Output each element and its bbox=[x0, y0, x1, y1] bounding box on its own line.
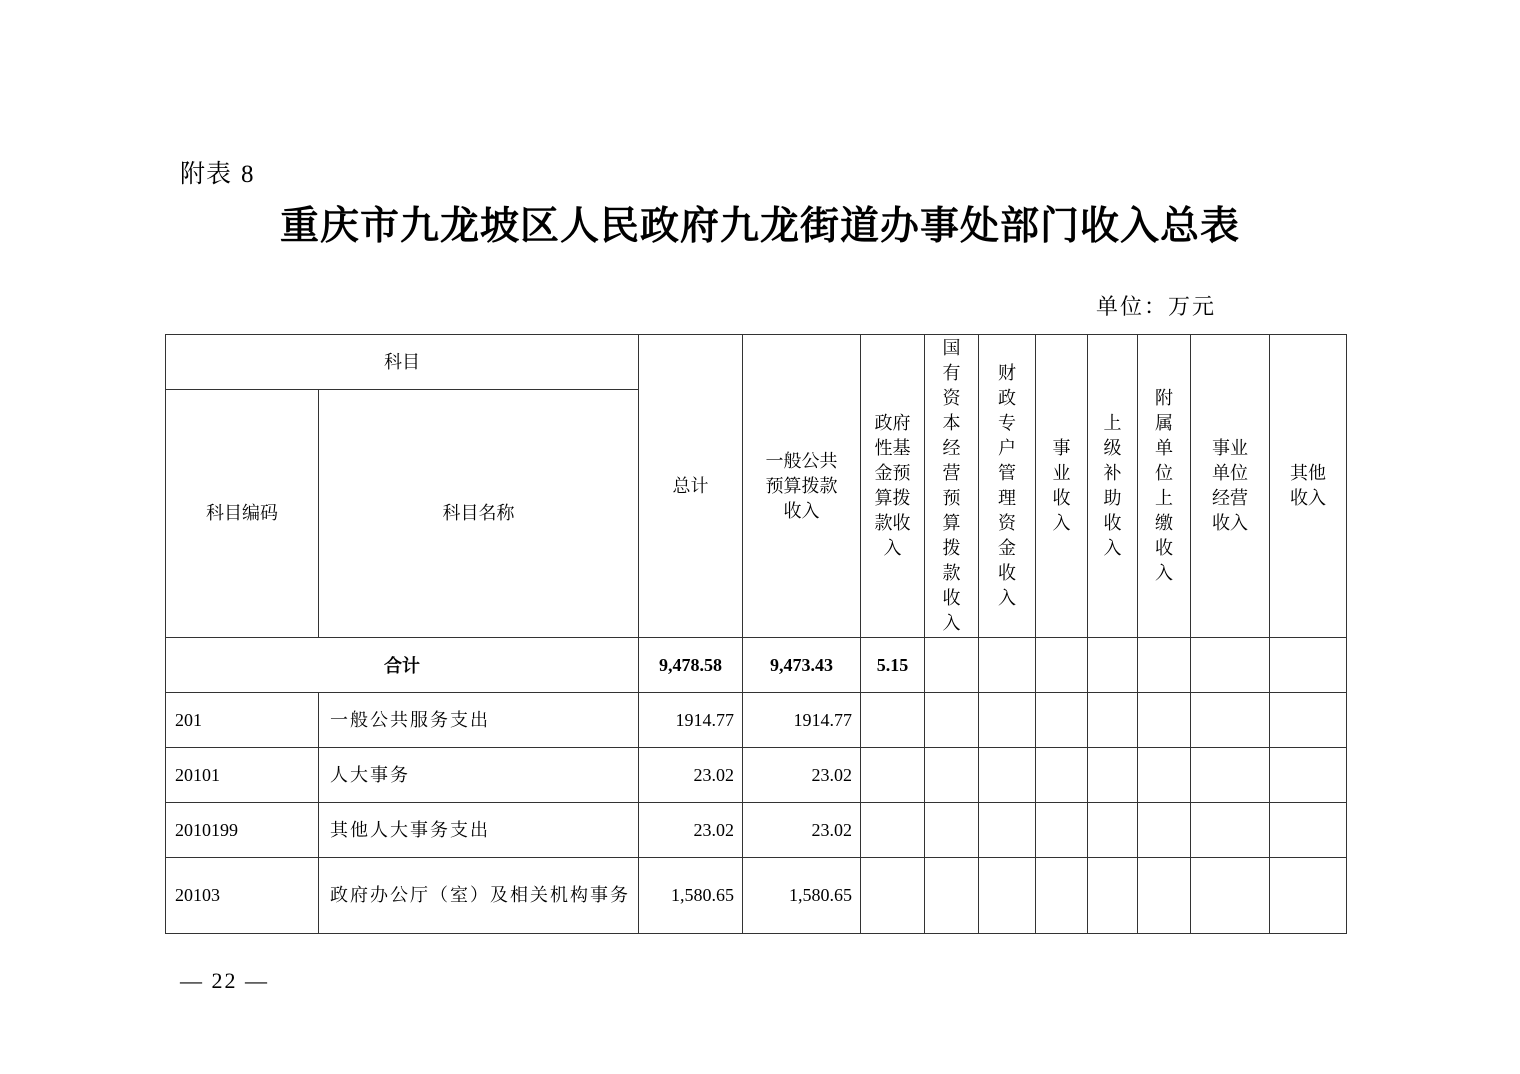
row-total: 1914.77 bbox=[639, 693, 743, 748]
header-subject: 科目 bbox=[166, 335, 639, 390]
appendix-label: 附表 8 bbox=[180, 159, 255, 188]
row-name: 其他人大事务支出 bbox=[319, 803, 639, 858]
row-total: 23.02 bbox=[639, 748, 743, 803]
header-state-capital: 国有资本经营预算拨款收入 bbox=[925, 335, 979, 638]
header-subject-name: 科目名称 bbox=[319, 390, 639, 638]
page-number: — 22 — bbox=[180, 968, 269, 993]
income-summary-table bbox=[165, 334, 1347, 934]
header-general-budget: 一般公共预算拨款收入 bbox=[743, 335, 861, 638]
row-name: 政府办公厅（室）及相关机构事务 bbox=[319, 858, 639, 934]
header-gov-fund: 政府性基金预算拨款收入 bbox=[861, 335, 925, 638]
unit-label: 单位：万元 bbox=[1096, 295, 1217, 320]
table-row bbox=[166, 748, 1347, 803]
total-sum: 9,478.58 bbox=[639, 638, 743, 693]
row-general-budget: 1,580.65 bbox=[743, 858, 861, 934]
header-business: 事业收入 bbox=[1036, 335, 1088, 638]
table-row bbox=[166, 858, 1347, 934]
total-gov-fund: 5.15 bbox=[861, 638, 925, 693]
row-total: 1,580.65 bbox=[639, 858, 743, 934]
page-title: 重庆市九龙坡区人民政府九龙街道办事处部门收入总表 bbox=[279, 203, 1240, 249]
row-code: 20101 bbox=[166, 748, 319, 803]
row-name: 一般公共服务支出 bbox=[319, 693, 639, 748]
header-affiliated-payment: 附属单位上缴收入 bbox=[1138, 335, 1191, 638]
total-general-budget: 9,473.43 bbox=[743, 638, 861, 693]
header-other: 其他收入 bbox=[1270, 335, 1347, 638]
header-subject-code: 科目编码 bbox=[166, 390, 319, 638]
row-general-budget: 23.02 bbox=[743, 748, 861, 803]
header-business-operation: 事业单位经营收入 bbox=[1191, 335, 1270, 638]
row-general-budget: 23.02 bbox=[743, 803, 861, 858]
table-row bbox=[166, 693, 1347, 748]
row-code: 2010199 bbox=[166, 803, 319, 858]
header-superior-subsidy: 上级补助收入 bbox=[1088, 335, 1138, 638]
row-code: 201 bbox=[166, 693, 319, 748]
header-total: 总计 bbox=[639, 335, 743, 638]
row-code: 20103 bbox=[166, 858, 319, 934]
row-total: 23.02 bbox=[639, 803, 743, 858]
table-row bbox=[166, 803, 1347, 858]
total-row bbox=[166, 638, 1347, 693]
row-name: 人大事务 bbox=[319, 748, 639, 803]
total-label: 合计 bbox=[166, 638, 639, 693]
header-fiscal-special: 财政专户管理资金收入 bbox=[979, 335, 1036, 638]
row-general-budget: 1914.77 bbox=[743, 693, 861, 748]
